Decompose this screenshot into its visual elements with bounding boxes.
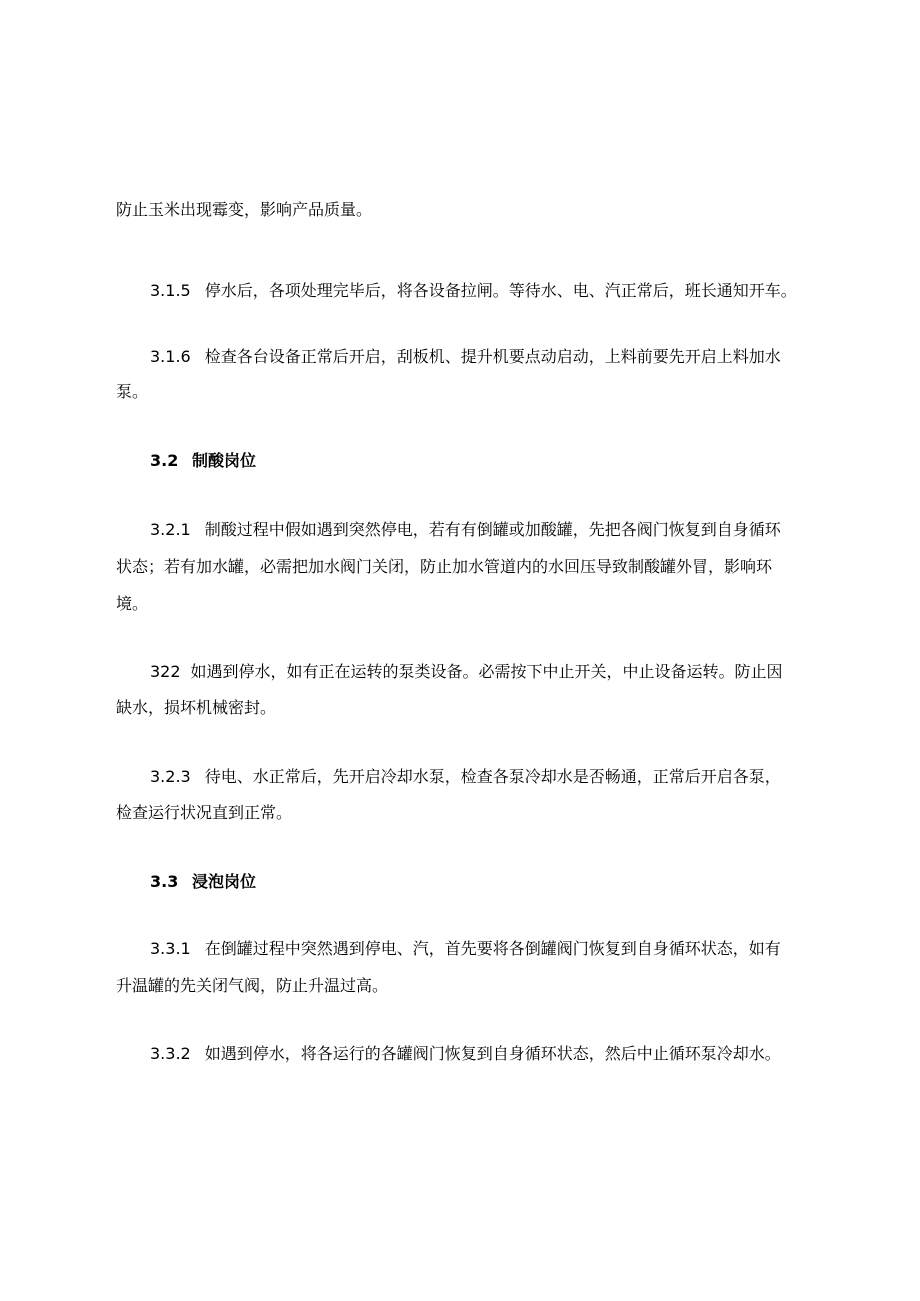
paragraph-3-1-6 [150,347,781,367]
continuation-text: 防止玉米出现霉变，影响产品质量。 [116,200,373,219]
paragraph-3-3-1-line-2: 升温罐的先关闭气阀，防止升温过高。 [116,976,389,995]
paragraph-3-1-5 [150,281,797,301]
paragraph-text: 如遇到停水，如有正在运转的泵类设备。必需按下中止开关，中止设备运转。防止因 [190,662,783,681]
paragraph-3-2-1 [150,520,781,540]
section-number: 3.2.3 [150,767,191,786]
section-number: 3.1.5 [150,281,191,300]
paragraph-text: 在倒罐过程中突然遇到停电、汽，首先要将各倒罐阀门恢复到自身循环状态，如有 [204,939,781,958]
paragraph-3-2-2-line-2: 缺水，损坏机械密封。 [116,698,277,717]
paragraph-3-2-3-line-2: 检查运行状况直到正常。 [116,803,293,822]
section-number: 3.3.1 [150,939,191,958]
paragraph-text: 如遇到停水，将各运行的各罐阀门恢复到自身循环状态，然后中止循环泵冷却水。 [204,1044,781,1063]
section-heading-3-2 [150,451,256,471]
heading-number: 3.3 [150,872,179,891]
heading-title: 制酸岗位 [192,451,257,470]
paragraph-3-2-3 [150,767,781,787]
section-heading-3-3 [150,872,256,892]
section-number: 3.2.1 [150,520,191,539]
paragraph-3-1-6-continuation: 泵。 [116,382,149,401]
paragraph-3-2-1-line-2: 状态；若有加水罐，必需把加水阀门关闭，防止加水管道内的水回压导致制酸罐外冒，影响环 [116,557,773,576]
paragraph-text: 停水后，各项处理完毕后，将各设备拉闸。等待水、电、汽正常后，班长通知开车。 [204,281,797,300]
paragraph-3-3-1 [150,939,781,959]
heading-title: 浸泡岗位 [192,872,257,891]
section-number: 3.1.6 [150,347,191,366]
section-number: 322 [150,662,181,681]
paragraph-text: 待电、水正常后，先开启冷却水泵，检查各泵冷却水是否畅通，正常后开启各泵， [204,767,781,786]
paragraph-text: 制酸过程中假如遇到突然停电，若有有倒罐或加酸罐，先把各阀门恢复到自身循环 [204,520,781,539]
paragraph-3-3-2 [150,1044,781,1064]
paragraph-text: 检查各台设备正常后开启，刮板机、提升机要点动启动，上料前要先开启上料加水 [204,347,781,366]
heading-number: 3.2 [150,451,179,470]
paragraph-3-2-1-line-3: 境。 [116,594,149,613]
section-number: 3.3.2 [150,1044,191,1063]
paragraph-3-2-2 [150,662,783,682]
